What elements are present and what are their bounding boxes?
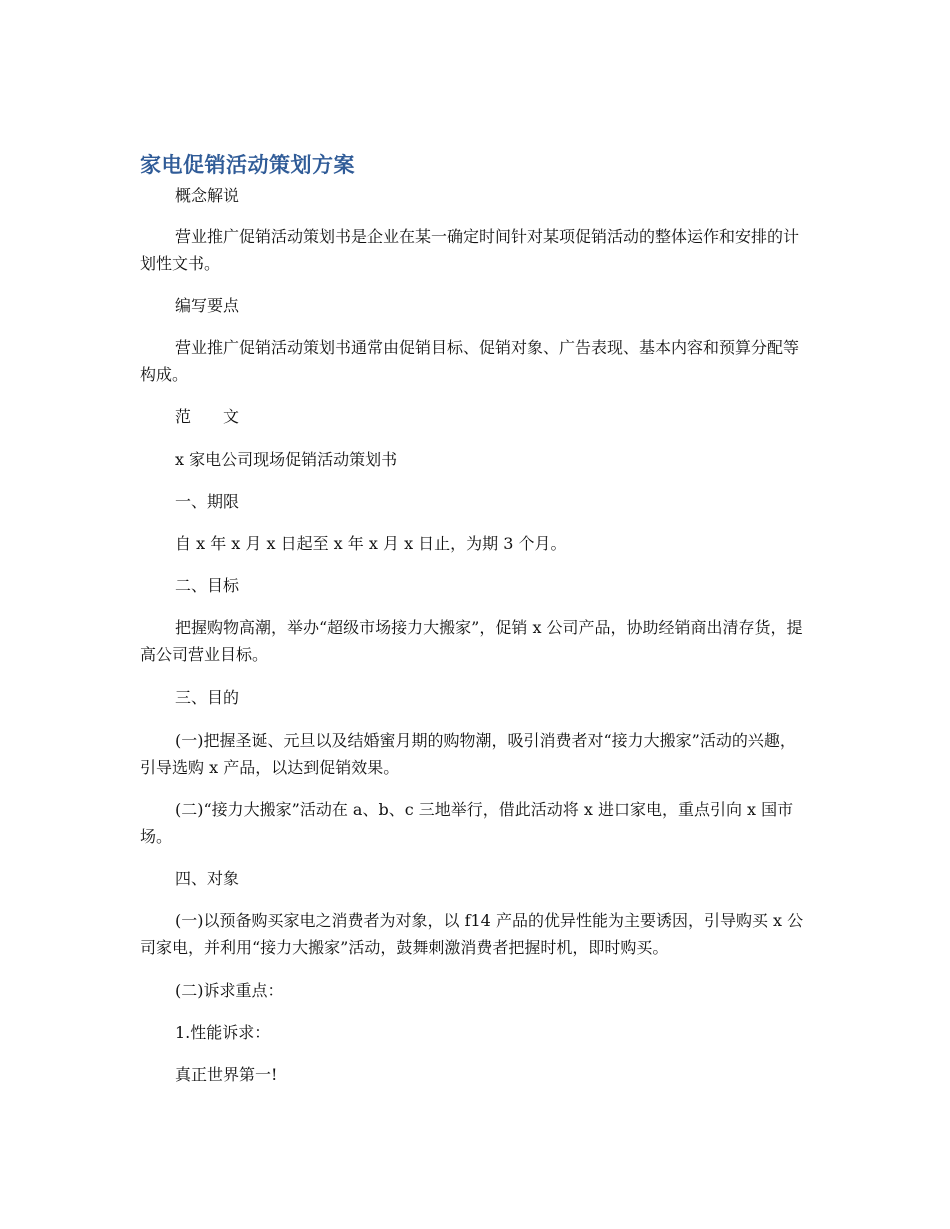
paragraph-concept-heading: 概念解说 [175,186,240,205]
paragraph-sample-title: x 家电公司现场促销活动策划书 [175,450,398,469]
paragraph-section-period: 一、期限 [175,492,240,511]
paragraph-purpose-2: (二)“接力大搬家”活动在 a、b、c 三地举行，借此活动将 x 进口家电，重点引向 x 国市场。 [140,800,794,846]
paragraph-slogan: 真正世界第一! [175,1065,278,1084]
document-title: 家电促销活动策划方案 [140,153,355,177]
paragraph-purpose-1: (一)把握圣诞、元旦以及结婚蜜月期的购物潮，吸引消费者对“接力大搬家”活动的兴趣，引导选购 x 产品，以达到促销效果。 [140,731,796,777]
paragraph-writing-points-body: 营业推广促销活动策划书通常由促销目标、促销对象、广告表现、基本内容和预算分配等构成。 [140,338,800,384]
paragraph-writing-points-heading: 编写要点 [175,296,240,315]
paragraph-target-1: (一)以预备购买家电之消费者为对象，以 f14 产品的优异性能为主要诱因，引导购买 x 公司家电，并利用“接力大搬家”活动，鼓舞刺激消费者把握时机，即时购买。 [140,911,804,957]
paragraph-sample-heading: 范 文 [175,407,240,426]
paragraph-concept-body: 营业推广促销活动策划书是企业在某一确定时间针对某项促销活动的整体运作和安排的计划性文书。 [140,227,800,273]
paragraph-section-purpose: 三、目的 [175,688,240,707]
paragraph-section-goal: 二、目标 [175,576,240,595]
paragraph-section-target: 四、对象 [175,869,240,888]
paragraph-period-body: 自 x 年 x 月 x 日起至 x 年 x 月 x 日止，为期 3 个月。 [175,534,567,553]
paragraph-performance-appeal: 1.性能诉求： [175,1023,271,1042]
paragraph-goal-body: 把握购物高潮，举办“超级市场接力大搬家”，促销 x 公司产品，协助经销商出清存货，提高公司营业目标。 [140,618,803,664]
paragraph-appeal-heading: (二)诉求重点： [175,981,284,1000]
